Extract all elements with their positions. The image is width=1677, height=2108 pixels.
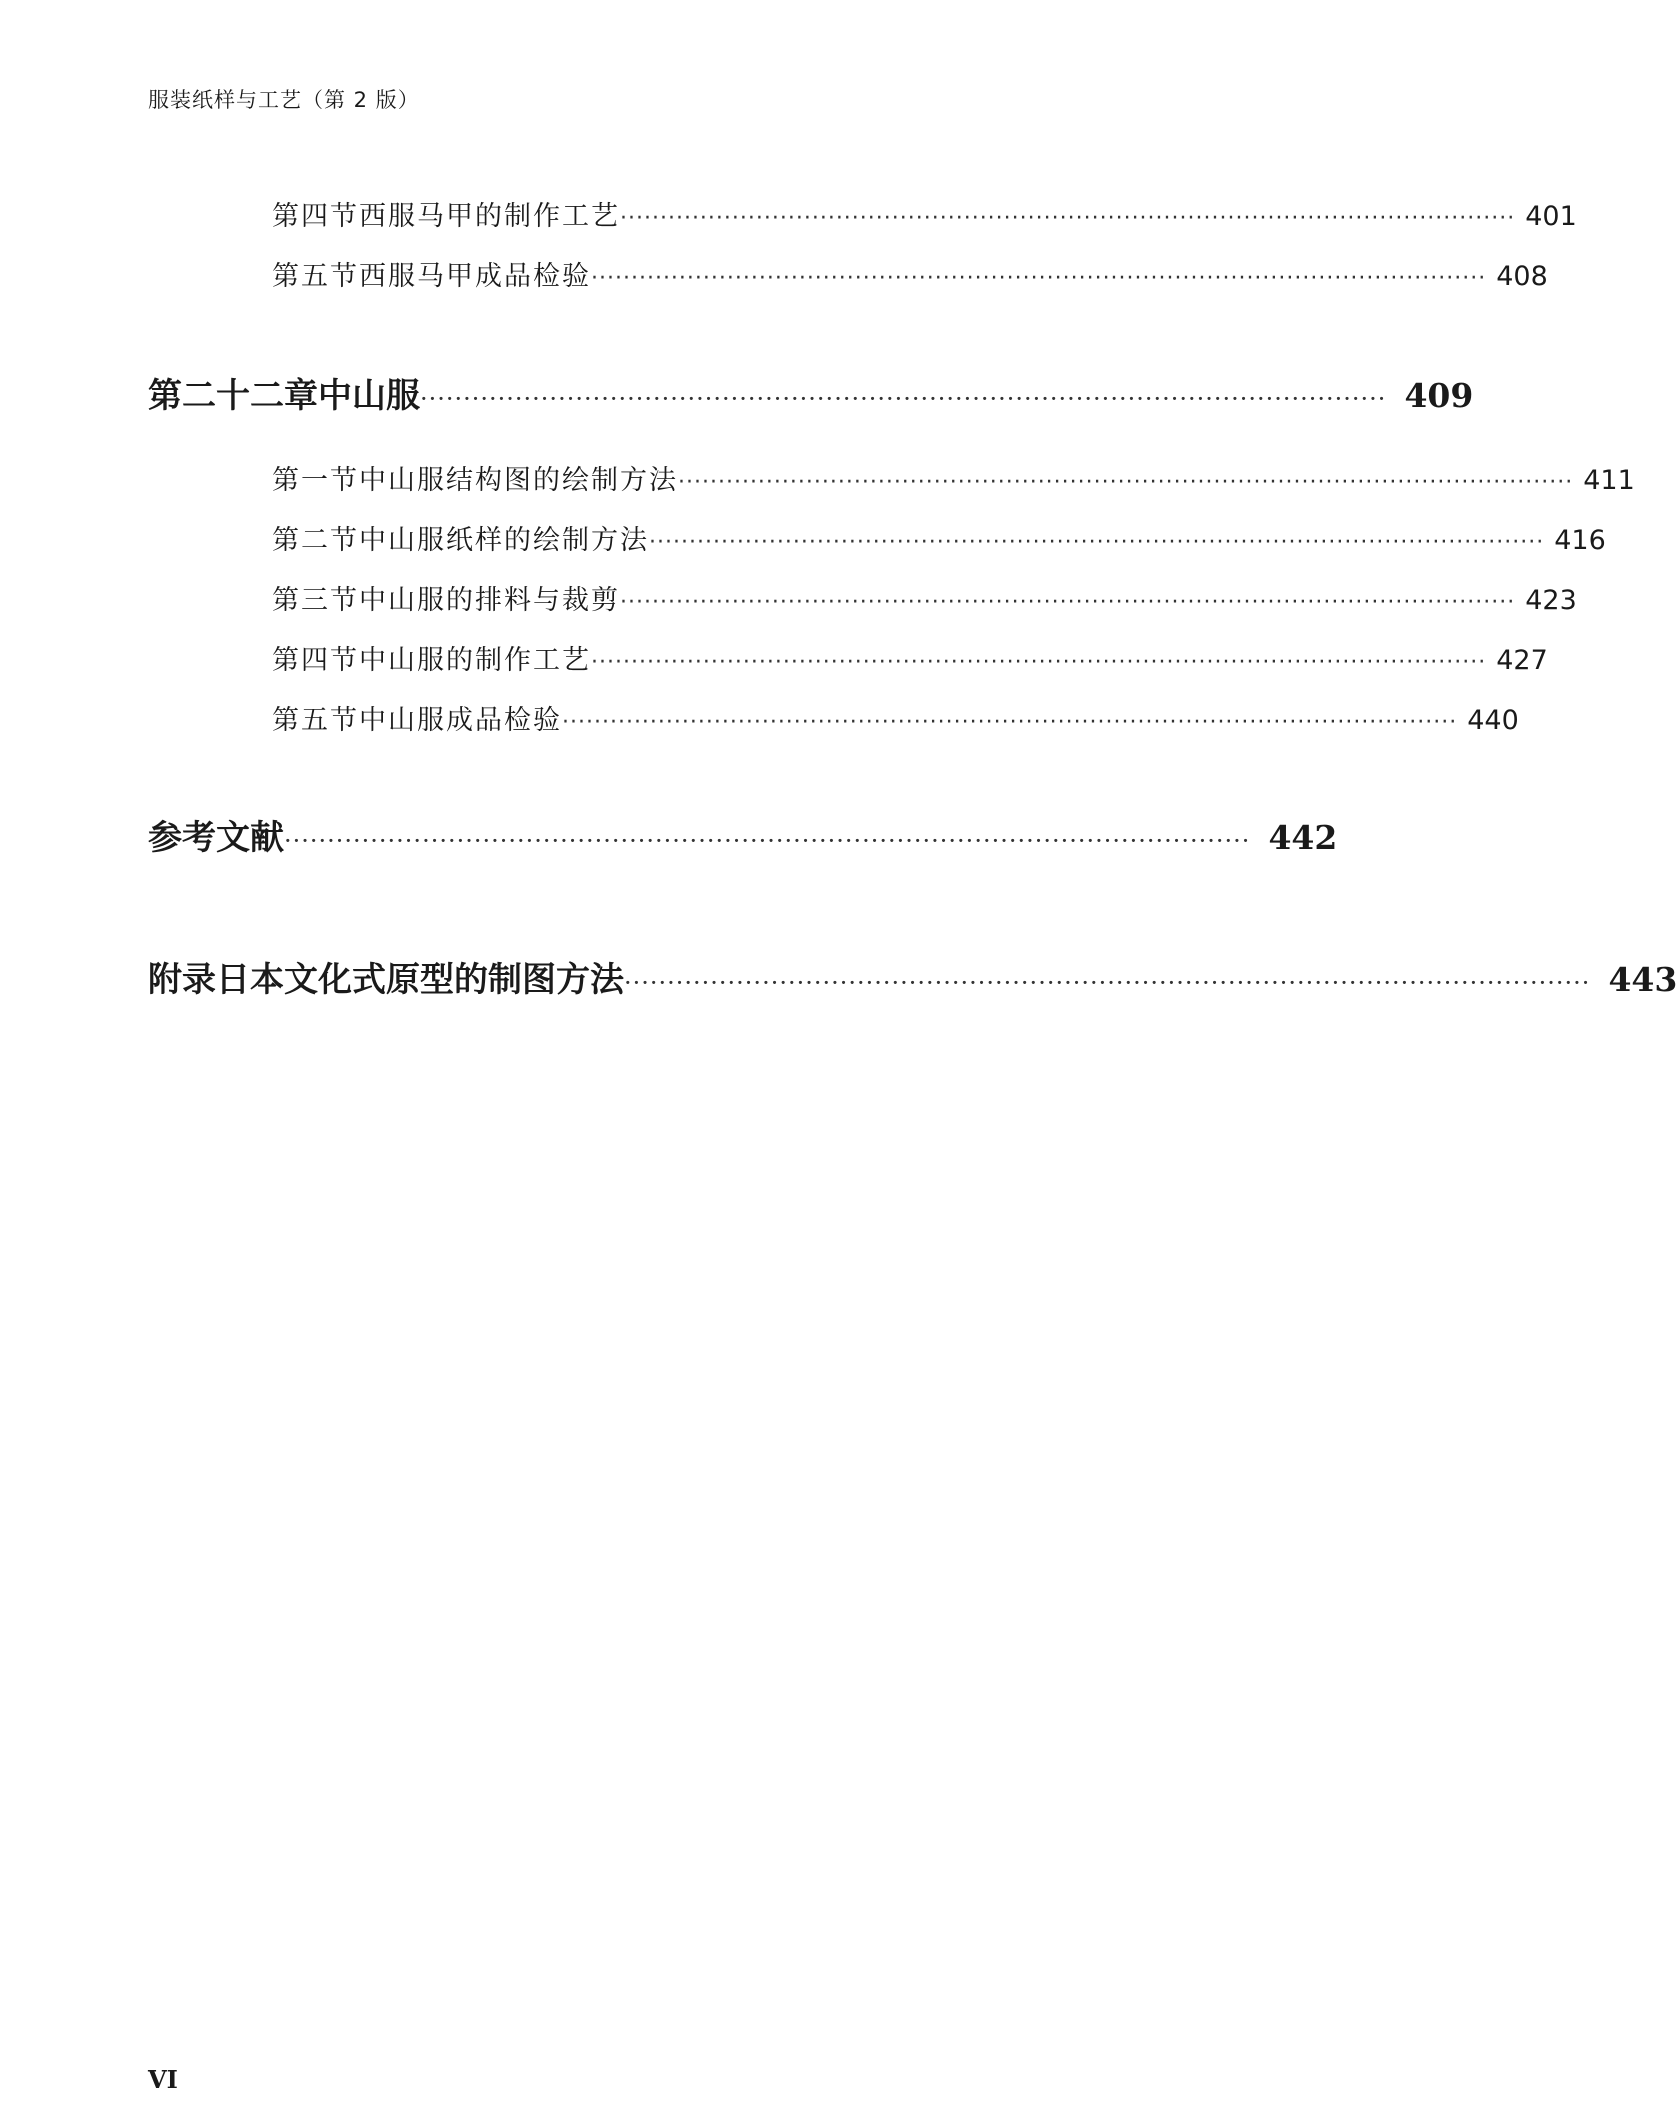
section-number: 第三节 (272, 585, 359, 616)
page-number: 401 (1525, 201, 1577, 232)
toc-entry-appendix[interactable] (148, 952, 1677, 1001)
section-title: 中山服成品检验 (359, 705, 562, 736)
section-title: 中山服的排料与裁剪 (359, 585, 620, 616)
page-number: 411 (1583, 465, 1635, 496)
toc-entry-section[interactable] (272, 458, 1635, 497)
page-number: 440 (1467, 705, 1519, 736)
running-header: 服装纸样与工艺（第 2 版） (148, 88, 420, 112)
dot-leader: ················································································································ (649, 530, 1545, 555)
chapter-title: 中山服 (318, 376, 420, 416)
dot-leader: ················································································································ (620, 206, 1516, 231)
toc-entry-section[interactable] (272, 254, 1548, 293)
references-title: 参考文献 (148, 818, 284, 858)
section-title: 中山服纸样的绘制方法 (359, 525, 649, 556)
section-number: 第四节 (272, 201, 359, 232)
page-number: 442 (1268, 818, 1338, 857)
section-number: 第四节 (272, 645, 359, 676)
toc-entry-section[interactable] (272, 638, 1548, 677)
section-number: 第一节 (272, 465, 359, 496)
page-number: 427 (1496, 645, 1548, 676)
dot-leader: ················································································································ (420, 385, 1387, 413)
dot-leader: ················································································································ (678, 470, 1574, 495)
dot-leader: ················································································································ (620, 590, 1516, 615)
page-number: 416 (1554, 525, 1606, 556)
section-title: 中山服的制作工艺 (359, 645, 591, 676)
section-title: 西服马甲成品检验 (359, 261, 591, 292)
dot-leader: ················································································································ (562, 710, 1458, 735)
appendix-title: 日本文化式原型的制图方法 (216, 960, 624, 1000)
section-number: 第五节 (272, 261, 359, 292)
toc-entry-section[interactable] (272, 194, 1577, 233)
section-number: 第二节 (272, 525, 359, 556)
dot-leader: ················································································································ (591, 266, 1487, 291)
page-folio: VI (148, 2065, 178, 2094)
toc-entry-chapter[interactable] (148, 368, 1474, 417)
dot-leader: ················································································································ (624, 969, 1591, 997)
page-number: 443 (1608, 960, 1677, 999)
page-number: 408 (1496, 261, 1548, 292)
toc-entry-section[interactable] (272, 578, 1577, 617)
section-title: 中山服结构图的绘制方法 (359, 465, 678, 496)
page-number: 423 (1525, 585, 1577, 616)
chapter-number: 第二十二章 (148, 376, 318, 416)
toc-entry-section[interactable] (272, 518, 1606, 557)
section-title: 西服马甲的制作工艺 (359, 201, 620, 232)
dot-leader: ················································································································ (591, 650, 1487, 675)
appendix-label: 附录 (148, 960, 216, 1000)
dot-leader: ················································································································ (284, 827, 1251, 855)
toc-entry-references[interactable] (148, 810, 1338, 859)
section-number: 第五节 (272, 705, 359, 736)
page-number: 409 (1404, 376, 1474, 415)
toc-entry-section[interactable] (272, 698, 1519, 737)
